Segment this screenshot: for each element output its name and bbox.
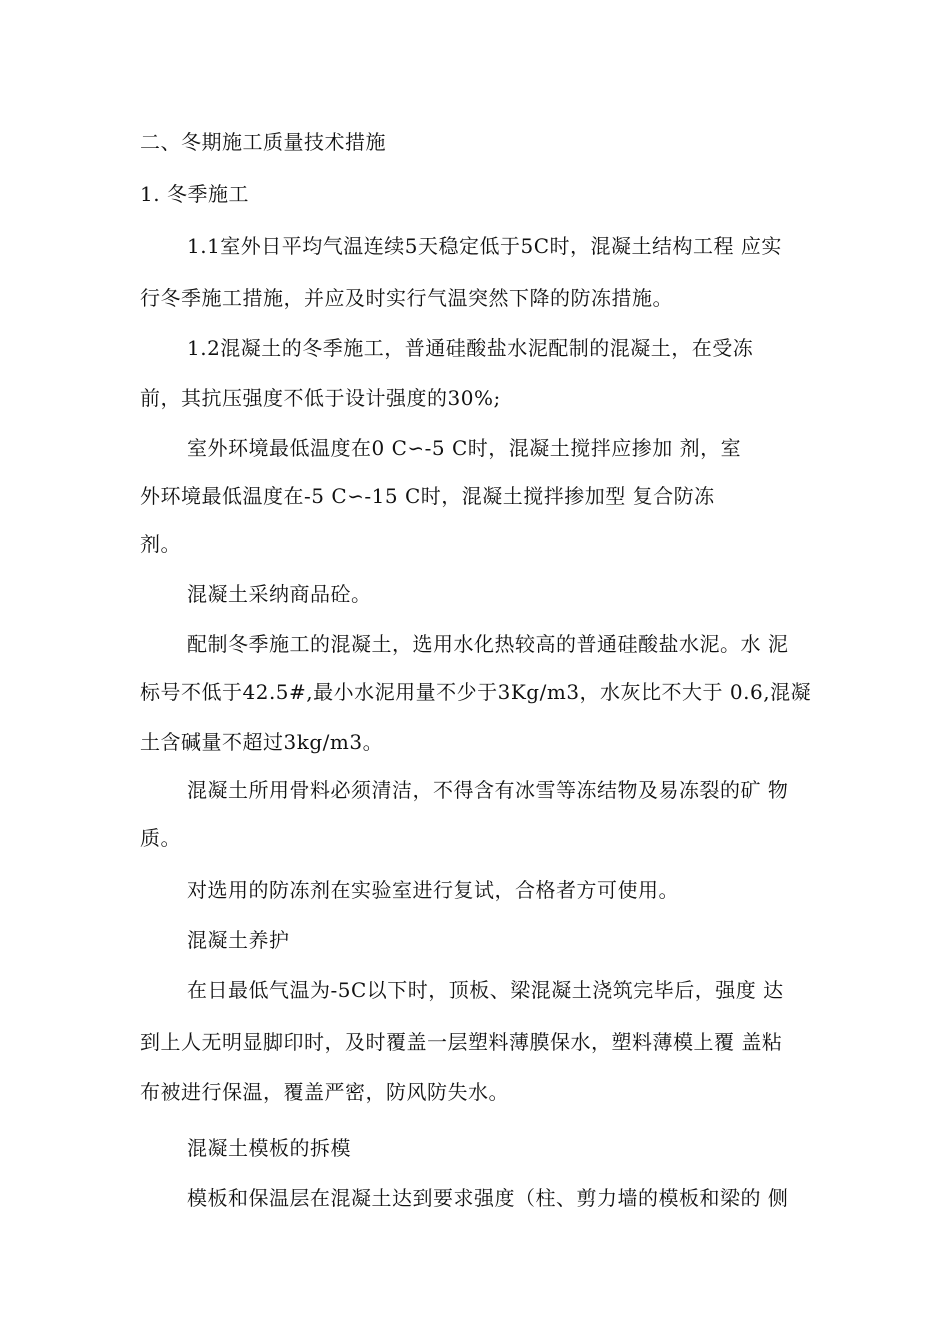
paragraph-line: 1.1室外日平均气温连续5天稳定低于5C时，混凝土结构工程 应实 bbox=[187, 234, 782, 258]
paragraph-line: 模板和保温层在混凝土达到要求强度（柱、剪力墙的模板和梁的 侧 bbox=[187, 1186, 789, 1210]
paragraph-line: 1.2混凝土的冬季施工，普通硅酸盐水泥配制的混凝土，在受冻 bbox=[187, 336, 754, 360]
paragraph-line: 质。 bbox=[140, 826, 181, 850]
paragraph-line: 前，其抗压强度不低于设计强度的30%; bbox=[140, 386, 501, 410]
subsection-heading: 1. 冬季施工 bbox=[140, 182, 249, 206]
paragraph-line: 配制冬季施工的混凝土，选用水化热较高的普通硅酸盐水泥。水 泥 bbox=[187, 632, 789, 656]
paragraph-line: 行冬季施工措施，并应及时实行气温突然下降的防冻措施。 bbox=[140, 286, 673, 310]
paragraph-line: 对选用的防冻剂在实验室进行复试，合格者方可使用。 bbox=[187, 878, 679, 902]
paragraph-line: 外环境最低温度在-5 C∽-15 C时，混凝土搅拌掺加型 复合防冻 bbox=[140, 484, 715, 508]
paragraph-line: 混凝土所用骨料必须清洁，不得含有冰雪等冻结物及易冻裂的矿 物 bbox=[187, 778, 789, 802]
section-heading: 二、冬期施工质量技术措施 bbox=[140, 130, 386, 154]
subheading-line: 混凝土养护 bbox=[187, 928, 290, 952]
paragraph-line: 标号不低于42.5#,最小水泥用量不少于3Kg/m3，水灰比不大于 0.6,混凝 bbox=[140, 680, 812, 704]
paragraph-line: 剂。 bbox=[140, 532, 181, 556]
paragraph-line: 布被进行保温，覆盖严密，防风防失水。 bbox=[140, 1080, 509, 1104]
paragraph-line: 到上人无明显脚印时，及时覆盖一层塑料薄膜保水，塑料薄模上覆 盖粘 bbox=[140, 1030, 783, 1054]
paragraph-line: 土含碱量不超过3kg/m3。 bbox=[140, 730, 384, 754]
paragraph-line: 在日最低气温为-5C以下时，顶板、梁混凝土浇筑完毕后，强度 达 bbox=[187, 978, 784, 1002]
paragraph-line: 混凝土采纳商品砼。 bbox=[187, 582, 372, 606]
paragraph-line: 室外环境最低温度在0 C∽-5 C时，混凝土搅拌应掺加 剂，室 bbox=[187, 436, 742, 460]
subheading-line: 混凝土模板的拆模 bbox=[187, 1136, 351, 1160]
